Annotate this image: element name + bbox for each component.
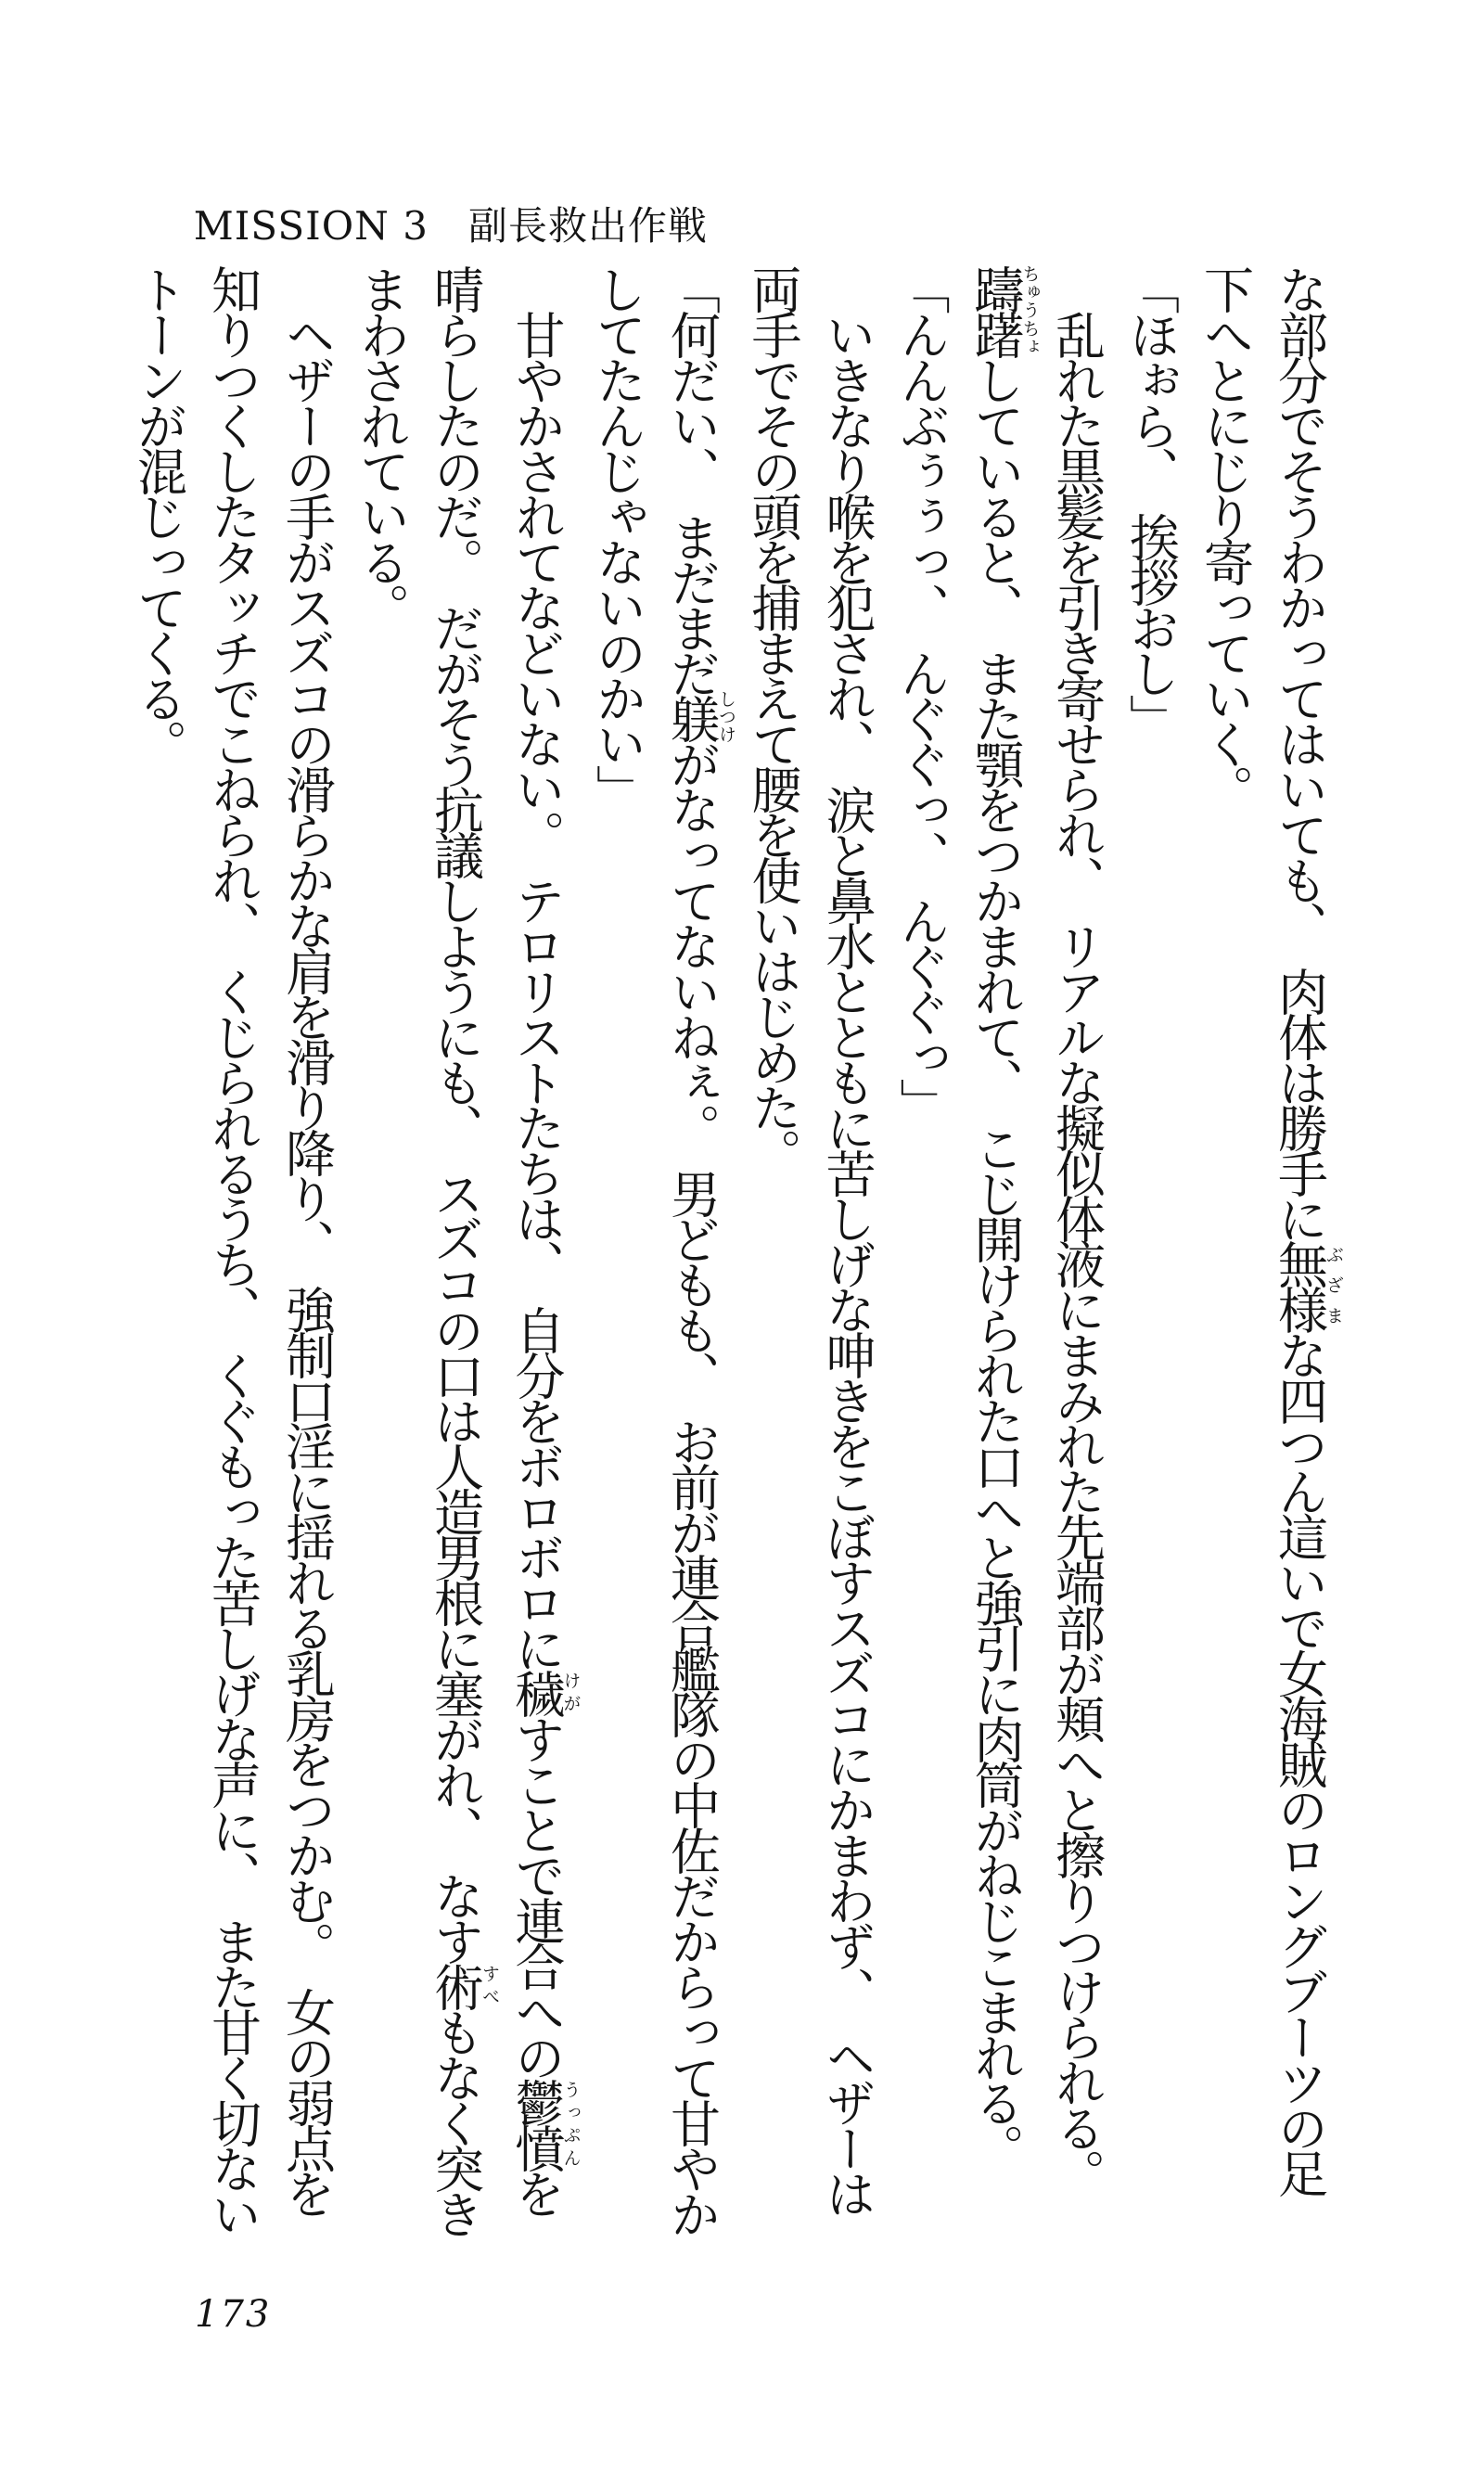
text-column: 躊躇ちゅうちょしていると、 また顎をつかまれて、 こじ開けられた口へと強引に肉筒がねじこまれる。 (966, 264, 1041, 2169)
text-column: トーンが混じってくる。 (129, 264, 188, 764)
text-column: な部分でそうわかってはいても、 肉体は勝手に無様ぶざまな四つん這いで女海賊のロングブーツの足 (1270, 264, 1344, 2194)
text-column: 甘やかされてなどいない。 テロリストたちは、 自分をボロボロに穢けがすことで連合への鬱憤うっぷんを (507, 264, 582, 2214)
text-column: ヘザーの手がスズコの滑らかな肩を滑り降り、 強制口淫に揺れる乳房をつかむ。 女の弱点を (277, 264, 337, 2214)
furigana-ruby: 躊躇ちゅうちょ (966, 264, 1041, 355)
furigana-ruby: 鬱憤うっぷん (507, 2078, 582, 2169)
page-number: 173 (195, 2293, 272, 2336)
text-column: 「ほぉら、 挨拶おし」 (1121, 264, 1181, 739)
furigana-ruby: 躾しつけ (662, 690, 736, 743)
text-column: 晴らしたのだ。 だがそう抗議しようにも、 スズコの口は人造男根に塞がれ、 なす術すべもなく突き (426, 264, 500, 2235)
chapter-header (167, 150, 708, 251)
text-column: 乱れた黒髪を引き寄せられ、 リアルな擬似体液にまみれた先端部が頬へと擦りつけられる。 (1047, 264, 1107, 2194)
furigana-ruby: 術すべ (426, 1962, 500, 2007)
text-column: いきなり喉を犯され、 涙と鼻水とともに苦しげな呻きをこぼすスズコにかまわず、 ヘザーは (818, 264, 876, 2214)
text-column: 両手でその頭を捕まえて腰を使いはじめた。 (744, 264, 802, 1173)
text-column: 知りつくしたタッチでこねられ、 くじられるうち、 くぐもった苦しげな声に、 また甘く切ない (203, 264, 262, 2235)
furigana-ruby: 穢けが (507, 1669, 582, 1714)
text-column: 下へとにじり寄っていく。 (1196, 264, 1255, 810)
text-column: してたんじゃないのかい」 (588, 264, 647, 810)
text-column: まわされている。 (352, 264, 411, 628)
furigana-ruby: 無様ぶざま (1270, 1239, 1344, 1330)
vertical-text-block (129, 264, 1344, 2389)
text-column: 「何だい、 まだまだ躾しつけがなってないねぇ。 男どもも、 お前が連合艦隊の中佐だからって甘やか (662, 264, 736, 2235)
chapter-header-text: MISSION 3 副長救出作戦 (193, 203, 708, 249)
text-column: 「んんぶぅぅっ、 んぐぐっ、 んぐぐっ」 (892, 264, 951, 1123)
